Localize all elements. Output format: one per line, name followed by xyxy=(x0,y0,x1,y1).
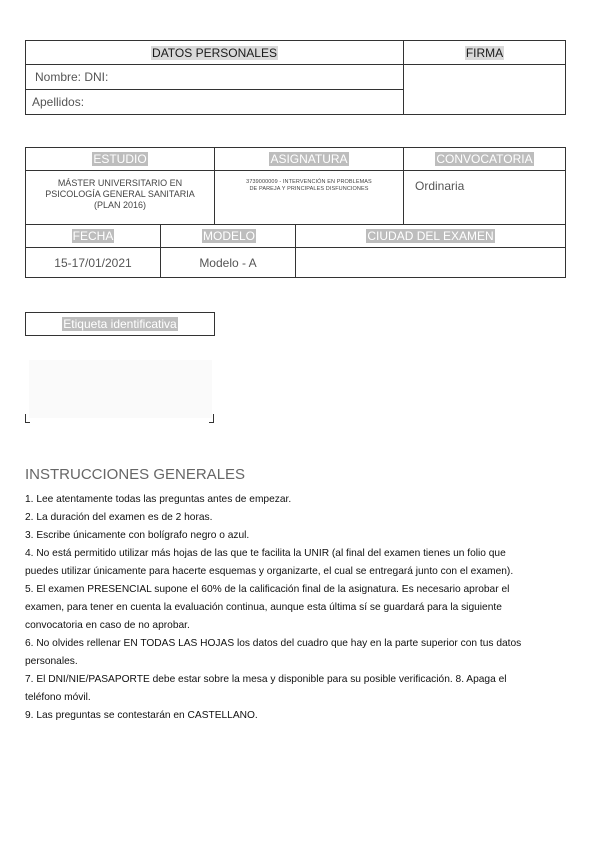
label-box-header-text: Etiqueta identificativa xyxy=(63,317,177,331)
model-value-text: Modelo - A xyxy=(199,255,257,270)
study-header xyxy=(25,147,215,171)
date-header-text: FECHA xyxy=(72,229,114,243)
instruction-line: puedes utilizar únicamente para hacerte esquemas y organizarte, el cual se entregará junto con el examen). xyxy=(25,566,514,577)
study-line: (PLAN 2016) xyxy=(93,200,147,210)
city-field[interactable] xyxy=(295,247,566,278)
subject-header-text: ASIGNATURA xyxy=(270,152,348,166)
city-header xyxy=(295,224,566,248)
signature-field[interactable] xyxy=(403,64,566,115)
study-value xyxy=(25,170,215,225)
model-value xyxy=(160,247,296,278)
study-header-text: ESTUDIO xyxy=(93,152,147,166)
instructions-list xyxy=(25,491,585,725)
subject-line: DE PAREJA Y PRINCIPALES DISFUNCIONES xyxy=(249,186,369,192)
subject-line: 3739000009 - INTERVENCIÓN EN PROBLEMAS xyxy=(246,179,372,185)
corner-mark-left xyxy=(25,414,30,423)
instruction-line: 2. La duración del examen es de 2 horas. xyxy=(25,512,213,523)
label-box-header xyxy=(25,312,215,336)
surname-field[interactable] xyxy=(25,89,404,115)
instruction-line: 6. No olvides rellenar EN TODAS LAS HOJAS los datos del cuadro que hay en la parte superior con tus datos xyxy=(25,638,522,649)
name-label: Nombre: DNI: xyxy=(35,70,109,84)
instruction-line: 4. No está permitido utilizar más hojas de las que te facilita la UNIR (al final del examen tienes un folio que xyxy=(25,548,506,559)
surname-label: Apellidos: xyxy=(32,95,85,109)
instruction-line: convocatoria en caso de no aprobar. xyxy=(25,620,190,631)
signature-header-text: FIRMA xyxy=(465,45,504,60)
label-sticker-area xyxy=(29,360,212,418)
study-line: MÁSTER UNIVERSITARIO EN xyxy=(57,178,183,188)
instruction-line: examen, para tener en cuenta la evaluación continua, aunque esta última sí se guardará para la siguiente xyxy=(25,602,502,613)
instruction-line: 1. Lee atentamente todas las preguntas antes de empezar. xyxy=(25,494,292,505)
call-header-text: CONVOCATORIA xyxy=(436,152,533,166)
instructions-title: INSTRUCCIONES GENERALES xyxy=(25,466,246,483)
model-header xyxy=(160,224,296,248)
study-line: PSICOLOGÍA GENERAL SANITARIA xyxy=(45,189,195,199)
corner-mark-right xyxy=(209,414,214,423)
subject-header xyxy=(214,147,404,171)
personal-data-header xyxy=(25,40,404,65)
date-value-text: 15-17/01/2021 xyxy=(54,255,132,270)
instruction-line: 3. Escribe únicamente con bolígrafo negro o azul. xyxy=(25,530,250,541)
personal-data-header-text: DATOS PERSONALES xyxy=(152,45,277,60)
call-value xyxy=(403,170,566,225)
instruction-line: 7. El DNI/NIE/PASAPORTE debe estar sobre la mesa y disponible para su posible verificación. 8. Apaga el xyxy=(25,674,507,685)
signature-header xyxy=(403,40,566,65)
date-header xyxy=(25,224,161,248)
model-header-text: MODELO xyxy=(203,229,256,243)
instruction-line: 9. Las preguntas se contestarán en CASTELLANO. xyxy=(25,710,258,721)
call-header xyxy=(403,147,566,171)
instruction-line: personales. xyxy=(25,656,78,667)
subject-value xyxy=(214,170,404,225)
date-value xyxy=(25,247,161,278)
name-field[interactable] xyxy=(25,64,404,90)
call-value-text: Ordinaria xyxy=(415,179,465,193)
instruction-line: teléfono móvil. xyxy=(25,692,91,703)
city-header-text: CIUDAD DEL EXAMEN xyxy=(367,229,494,243)
instruction-line: 5. El examen PRESENCIAL supone el 60% de la calificación final de la asignatura. Es necesario aprobar el xyxy=(25,584,510,595)
